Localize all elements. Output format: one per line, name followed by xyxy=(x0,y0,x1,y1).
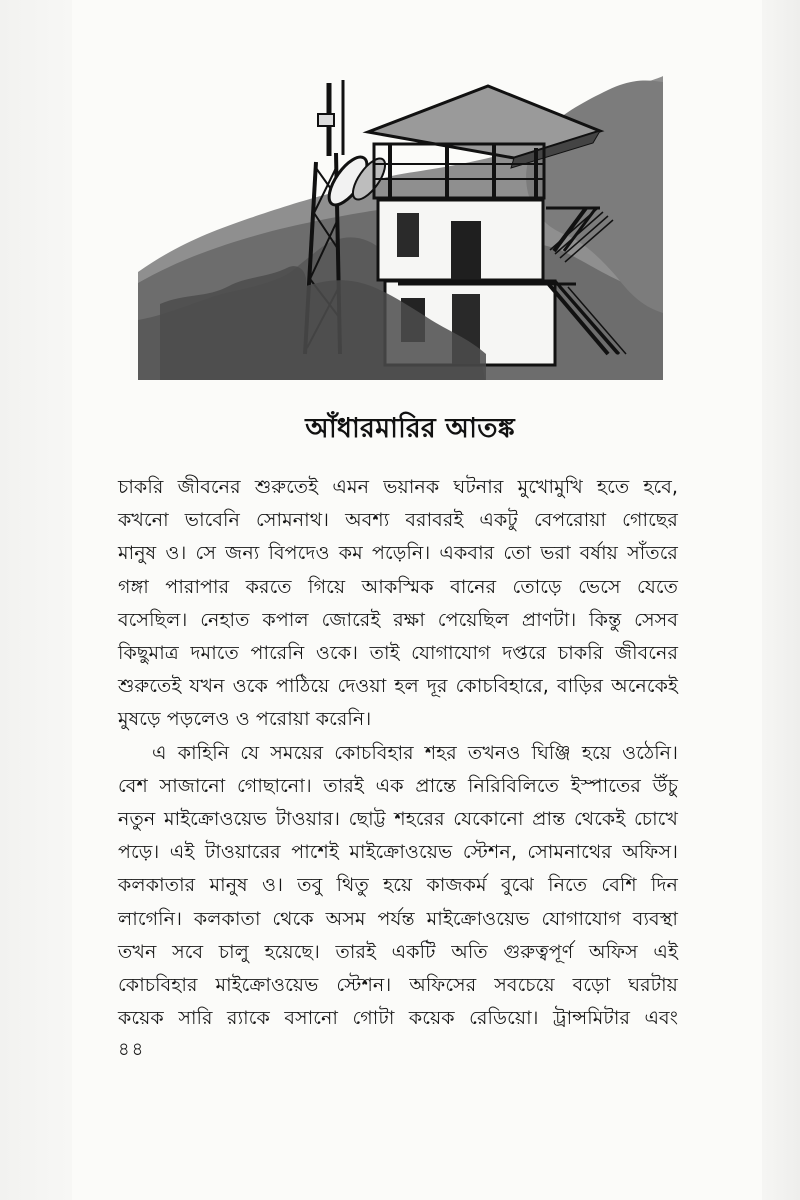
text-line: পড়ে। এই টাওয়ারের পাশেই মাইক্রোওয়েভ স্টেশন, সোমনাথের অফিস। xyxy=(118,840,678,864)
text-line: কোচবিহার মাইক্রোওয়েভ স্টেশন। অফিসের সবচেয়ে বড়ো ঘরটায় xyxy=(118,973,678,997)
text-line: চাকরি জীবনের শুরুতেই এমন ভয়ানক ঘটনার মুখোমুখি হতে হবে, xyxy=(118,475,678,498)
tower-door xyxy=(451,221,481,281)
text-line: এ কাহিনি যে সময়ের কোচবিহার শহর তখনও ঘিঞ্জি হয়ে ওঠেনি। xyxy=(152,740,678,764)
page-number: ৪৪ xyxy=(118,1039,146,1060)
text-line: কলকাতার মানুষ ও। তবু থিতু হয়ে কাজকর্ম বুঝে নিতে বেশি দিন xyxy=(118,873,678,897)
text-line: কয়েক সারি র‍্যাকে বসানো গোটা কয়েক রেডিয়ো। ট্রান্সমিটার এবং xyxy=(118,1006,678,1030)
text-line: মানুষ ও। সে জন্য বিপদেও কম পড়েনি। একবার তো ভরা বর্ষায় সাঁতরে xyxy=(118,541,678,565)
text-line: কিছুমাত্র দমাতে পারেনি ওকে। তাই যোগাযোগ দপ্তরে চাকরি জীবনের xyxy=(118,641,678,665)
text-line: নতুন মাইক্রোওয়েভ টাওয়ার। ছোট্ট শহরের যেকোনো প্রান্ত থেকেই চোখে xyxy=(118,807,678,831)
text-line: কখনো ভাবেনি সোমনাথ। অবশ্য বরাবরই একটু বেপরোয়া গোছের xyxy=(118,508,678,532)
text-line: শুরুতেই যখন ওকে পাঠিয়ে দেওয়া হল দূর কোচবিহারে, বাড়ির অনেকেই xyxy=(118,674,678,698)
text-line: বেশ সাজানো গোছানো। তারই এক প্রান্তে নিরিবিলিতে ইস্পাতের উঁচু xyxy=(118,773,678,797)
tower-window xyxy=(397,213,419,257)
story-text xyxy=(118,470,678,1034)
chapter-title: আঁধারমারির আতঙ্ক xyxy=(305,413,515,445)
text-line: বসেছিল। নেহাত কপাল জোরেই রক্ষা পেয়েছিল প্রাণটা। কিন্তু সেসব xyxy=(118,607,678,631)
text-line: লাগেনি। কলকাতা থেকে অসম পর্যন্ত মাইক্রোওয়েভ যোগাযোগ ব্যবস্থা xyxy=(118,906,678,930)
text-line: তখন সবে চালু হয়েছে। তারই একটি অতি গুরুত্বপূর্ণ অফিস এই xyxy=(118,939,678,963)
text-line: গঙ্গা পারাপার করতে গিয়ে আকস্মিক বানের তোড়ে ভেসে যেতে xyxy=(118,574,678,598)
watchtower-illustration xyxy=(138,68,663,380)
text-line: মুষড়ে পড়লেও ও পরোয়া করেনি। xyxy=(118,707,372,731)
